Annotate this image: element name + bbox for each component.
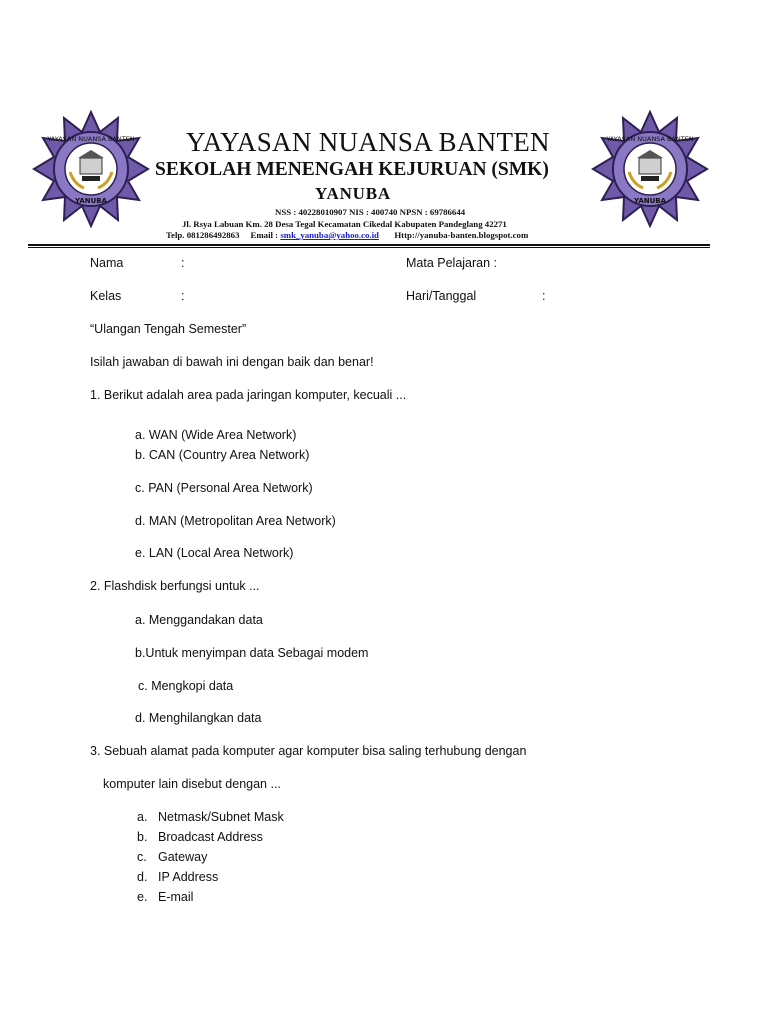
- school-contact: [166, 230, 528, 240]
- tanggal-colon: :: [542, 289, 546, 303]
- q3-option-e-letter: e.: [137, 890, 148, 904]
- school-short-name: YANUBA: [315, 184, 391, 203]
- letterhead-rule-thin: [28, 247, 710, 248]
- q3-option-d-letter: d.: [137, 870, 148, 884]
- q3-option-d: IP Address: [158, 870, 219, 884]
- q2-option-d: d. Menghilangkan data: [135, 711, 262, 725]
- q3-option-a-letter: a.: [137, 810, 148, 824]
- q3-option-e: E-mail: [158, 890, 194, 904]
- q3-option-b-letter: b.: [137, 830, 148, 844]
- q2-option-c: c. Mengkopi data: [138, 679, 234, 693]
- website-text: Http://yanuba-banten.blogspot.com: [394, 230, 529, 240]
- school-address: Jl. Rsya Labuan Km. 28 Desa Tegal Kecamatan Cikedal Kabupaten Pandeglang 42271: [182, 219, 507, 229]
- svg-text:YAYASAN NUANSA BANTEN: YAYASAN NUANSA BANTEN: [606, 135, 694, 143]
- nama-colon: :: [181, 256, 185, 270]
- q2-option-b: b.Untuk menyimpan data Sebagai modem: [135, 646, 369, 660]
- email-label: Email :: [250, 230, 279, 240]
- mapel-label: Mata Pelajaran :: [406, 256, 498, 270]
- q1-option-a: a. WAN (Wide Area Network): [135, 428, 297, 442]
- svg-text:YANUBA: YANUBA: [74, 197, 108, 205]
- q3-option-c: Gateway: [158, 850, 208, 864]
- email-link[interactable]: smk_yanuba@yahoo.co.id: [280, 230, 379, 240]
- letterhead-rule: [28, 244, 710, 246]
- kelas-label: Kelas: [90, 289, 122, 303]
- school-logo-left: [32, 110, 150, 228]
- kelas-colon: :: [181, 289, 185, 303]
- phone-text: Telp. 081286492863: [166, 230, 240, 240]
- question-3-continued: komputer lain disebut dengan ...: [103, 777, 281, 791]
- instruction: Isilah jawaban di bawah ini dengan baik dan benar!: [90, 355, 374, 369]
- school-logo-right: [591, 110, 709, 228]
- q2-option-a: a. Menggandakan data: [135, 613, 263, 627]
- question-2: 2. Flashdisk berfungsi untuk ...: [90, 579, 260, 593]
- svg-text:YAYASAN NUANSA BANTEN: YAYASAN NUANSA BANTEN: [47, 135, 135, 143]
- question-1: 1. Berikut adalah area pada jaringan komputer, kecuali ...: [90, 388, 407, 402]
- q1-option-e: e. LAN (Local Area Network): [135, 546, 294, 560]
- q3-option-a: Netmask/Subnet Mask: [158, 810, 284, 824]
- foundation-name: YAYASAN NUANSA BANTEN: [186, 127, 550, 157]
- nama-label: Nama: [90, 256, 124, 270]
- q3-option-c-letter: c.: [137, 850, 147, 864]
- q3-option-b: Broadcast Address: [158, 830, 263, 844]
- q1-option-b: b. CAN (Country Area Network): [135, 448, 310, 462]
- svg-text:YANUBA: YANUBA: [633, 197, 667, 205]
- exam-title: “Ulangan Tengah Semester”: [90, 322, 247, 336]
- question-3: 3. Sebuah alamat pada komputer agar komputer bisa saling terhubung dengan: [90, 744, 527, 758]
- q1-option-c: c. PAN (Personal Area Network): [135, 481, 313, 495]
- tanggal-label: Hari/Tanggal: [406, 289, 477, 303]
- school-name: SEKOLAH MENENGAH KEJURUAN (SMK): [155, 159, 549, 180]
- school-ids: NSS : 40228010907 NIS : 400740 NPSN : 69786644: [275, 207, 466, 217]
- q1-option-d: d. MAN (Metropolitan Area Network): [135, 514, 336, 528]
